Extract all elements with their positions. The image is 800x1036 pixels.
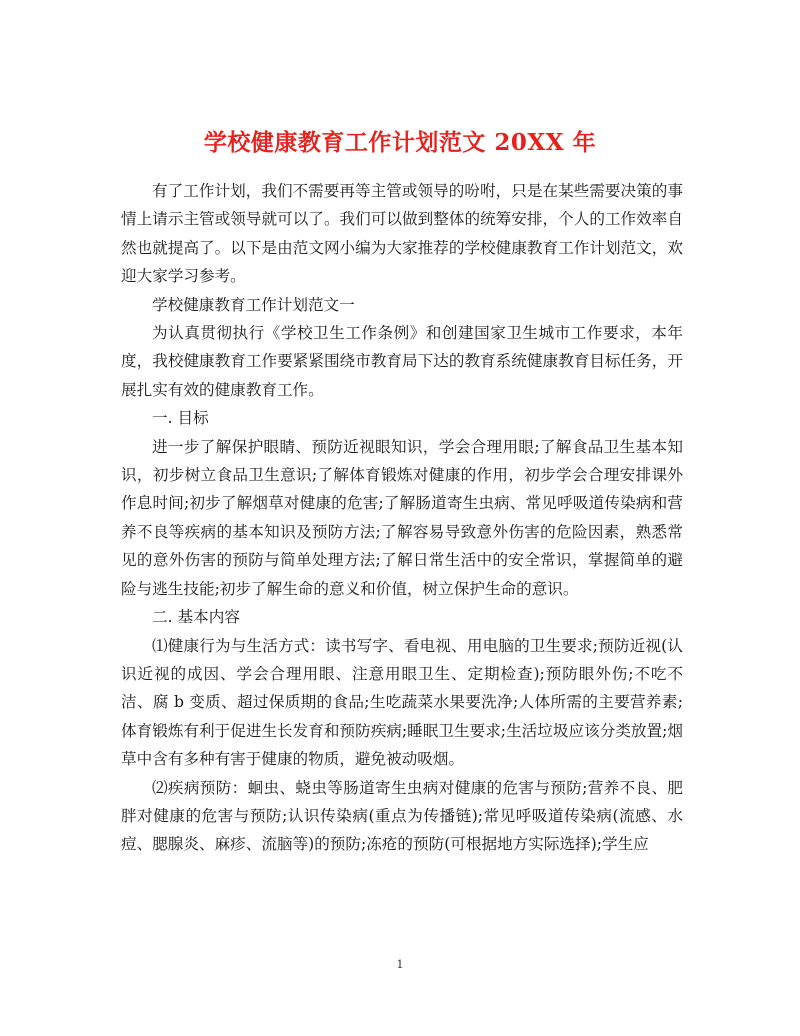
- preface-paragraph: 为认真贯彻执行《学校卫生工作条例》和创建国家卫生城市工作要求，本年度，我校健康教育工作要紧紧围绕市教育局下达的教育系统健康教育目标任务，开展扎实有效的健康教育工作。: [121, 324, 683, 399]
- page-number: 1: [396, 958, 404, 971]
- section-heading-sample-one: 学校健康教育工作计划范文一: [152, 295, 355, 314]
- health-behavior-paragraph: ⑴健康行为与生活方式：读书写字、看电视、用电脑的卫生要求;预防近视(认识近视的成因、学会合理用眼、注意用眼卫生、定期检查);预防眼外伤;不吃不洁、腐 b 变质、超过保质期的食品;生吃蔬菜水果要洗净;人体所需的主要营养素;体育锻炼有利于促进生长发育和预防疾病;睡眠卫生要求;生活垃圾应该分类放置;烟草中含有多种有害于健康的物质，避免被动吸烟。: [121, 636, 683, 769]
- goals-paragraph: 进一步了解保护眼睛、预防近视眼知识，学会合理用眼;了解食品卫生基本知识，初步树立食品卫生意识;了解体育锻炼对健康的作用，初步学会合理安排课外作息时间;初步了解烟草对健康的危害;了解肠道寄生虫病、常见呼吸道传染病和营养不良等疾病的基本知识及预防方法;了解容易导致意外伤害的危险因素，熟悉常见的意外伤害的预防与简单处理方法;了解日常生活中的安全常识，掌握简单的避险与逃生技能;初步了解生命的意义和价值，树立保护生命的意识。: [121, 437, 683, 598]
- disease-prevention-paragraph: ⑵疾病预防：蛔虫、蛲虫等肠道寄生虫病对健康的危害与预防;营养不良、肥胖对健康的危害与预防;认识传染病(重点为传播链);常见呼吸道传染病(流感、水痘、腮腺炎、麻疹、流脑等)的预防;冻疮的预防(可根据地方实际选择);学生应: [121, 778, 683, 854]
- section-heading-goals: 一. 目标: [152, 409, 209, 428]
- document-body: [121, 177, 683, 859]
- section-heading-basic-content: 二. 基本内容: [152, 608, 240, 627]
- document-title: 学校健康教育工作计划范文 20XX 年: [203, 129, 597, 157]
- intro-paragraph: 有了工作计划，我们不需要再等主管或领导的吩咐，只是在某些需要决策的事情上请示主管或领导就可以了。我们可以做到整体的统筹安排，个人的工作效率自然也就提高了。以下是由范文网小编为大家推荐的学校健康教育工作计划范文，欢迎大家学习参考。: [121, 182, 683, 286]
